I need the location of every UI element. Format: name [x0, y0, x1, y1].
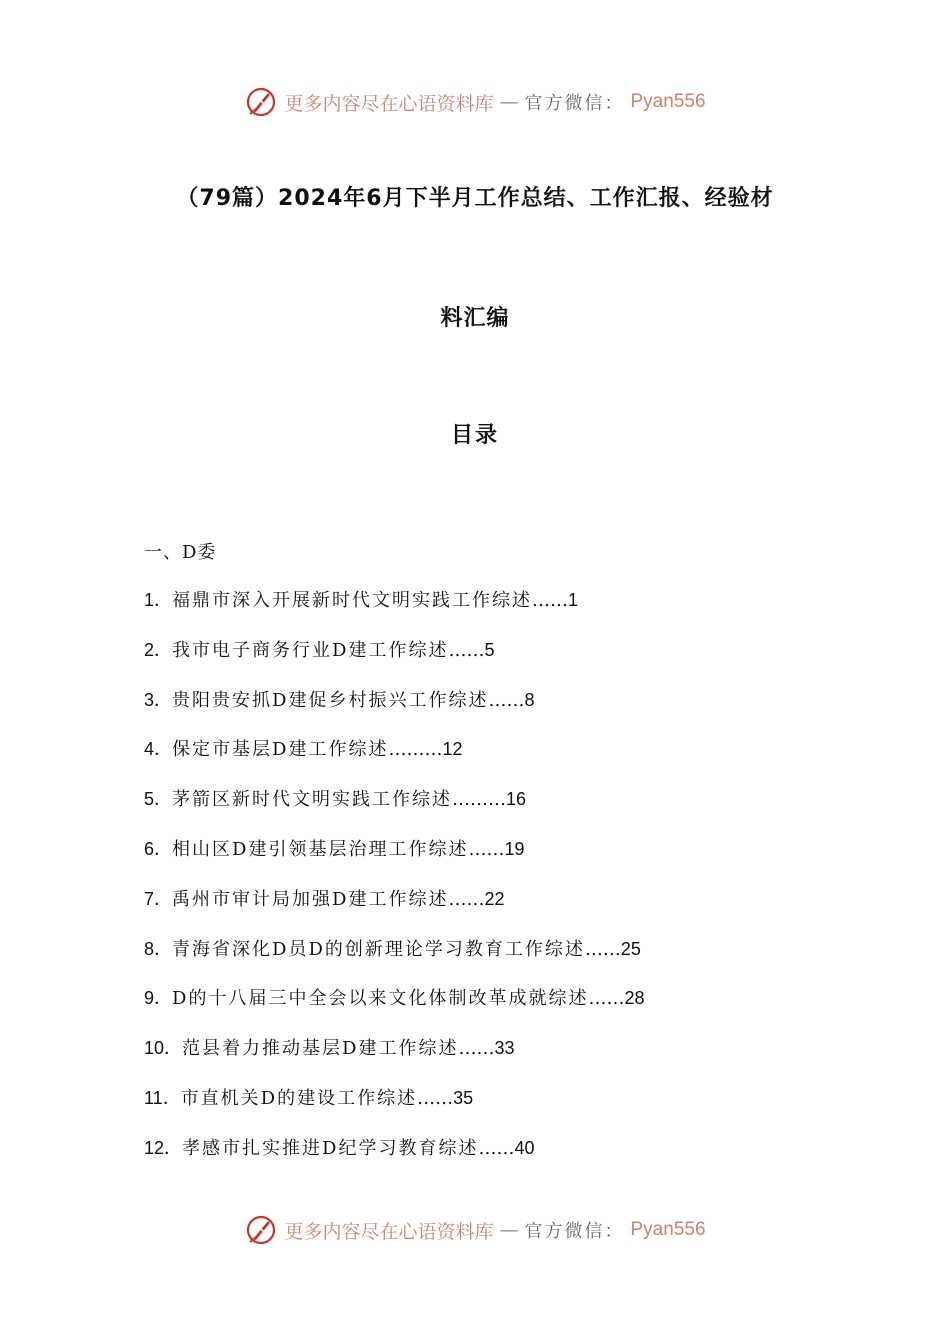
toc-heading: 目录: [450, 423, 499, 448]
watermark-separator: —: [499, 91, 519, 113]
toc-entry-separator: ．: [154, 689, 173, 711]
toc-list: [144, 586, 844, 1184]
toc-entry-number: 12: [144, 1137, 165, 1158]
toc-entry[interactable]: [144, 1034, 844, 1084]
toc-entry-leader: ……: [584, 938, 621, 960]
toc-entry-page: 8: [524, 689, 535, 710]
watermark-separator: —: [499, 1219, 519, 1241]
toc-entry[interactable]: [144, 885, 844, 935]
toc-entry-page: 22: [484, 888, 505, 909]
watermark-header: [0, 82, 950, 122]
quill-pen-icon: [244, 1213, 278, 1247]
toc-entry-leader: ………: [452, 789, 507, 811]
toc-entry-title: 我市电子商务行业D建工作综述: [172, 639, 449, 661]
toc-entry-number: 10: [144, 1038, 165, 1059]
toc-entry-page: 1: [568, 590, 579, 610]
toc-entry-number: 2: [144, 639, 155, 660]
toc-entry-page: 19: [504, 838, 525, 859]
toc-entry-separator: ．: [154, 590, 173, 611]
watermark-wechat-id: Pyan556: [630, 1219, 706, 1240]
watermark-wechat-label: 官方微信：: [524, 1221, 625, 1242]
toc-entry-page: 16: [506, 789, 527, 810]
toc-section-label: 一、D委: [144, 542, 217, 563]
toc-entry-leader: ……: [448, 639, 485, 661]
toc-entry[interactable]: [144, 984, 844, 1034]
watermark-footer: [0, 1210, 950, 1250]
toc-entry-separator: ．: [154, 789, 173, 811]
toc-entry-page: 25: [620, 938, 641, 959]
toc-entry-leader: ……: [417, 1087, 454, 1109]
toc-entry-page: 12: [442, 739, 463, 760]
toc-entry-number: 11: [144, 1087, 163, 1108]
toc-entry-separator: ．: [154, 639, 173, 661]
toc-entry-page: 35: [453, 1087, 474, 1108]
toc-entry-separator: ．: [154, 888, 173, 910]
watermark-brand: 更多内容尽在心语资料库: [284, 92, 494, 115]
toc-entry-title: 贵阳贵安抓D建促乡村振兴工作综述: [172, 689, 489, 711]
toc-entry[interactable]: [144, 935, 844, 985]
toc-entry-title: 保定市基层D建工作综述: [172, 739, 389, 761]
toc-entry-separator: ．: [154, 739, 173, 761]
quill-pen-icon: [244, 85, 278, 119]
toc-entry-leader: ……: [448, 888, 485, 910]
toc-entry-number: 1: [144, 590, 155, 610]
toc-entry-separator: ．: [154, 988, 173, 1010]
toc-entry-separator: ．: [154, 838, 173, 860]
toc-entry[interactable]: [144, 1084, 844, 1134]
toc-entry-separator: ．: [154, 938, 173, 960]
watermark-wechat-label: 官方微信：: [524, 93, 625, 114]
toc-entry[interactable]: [144, 636, 844, 686]
toc-entry-number: 7: [144, 888, 155, 909]
toc-entry-title: 相山区D建引领基层治理工作综述: [172, 838, 469, 860]
toc-entry[interactable]: [144, 785, 844, 835]
toc-entry-page: 33: [494, 1038, 515, 1059]
toc-entry-number: 5: [144, 789, 155, 810]
toc-entry[interactable]: [144, 1134, 844, 1184]
toc-entry-number: 4: [144, 739, 155, 760]
toc-entry-leader: ………: [388, 739, 443, 761]
toc-entry-title: 孝感市扎实推进D纪学习教育综述: [182, 1137, 479, 1159]
toc-entry-page: 28: [624, 988, 645, 1009]
toc-entry-title: D的十八届三中全会以来文化体制改革成就综述: [172, 988, 589, 1010]
toc-entry-title: 禹州市审计局加强D建工作综述: [172, 888, 449, 910]
toc-entry-title: 范县着力推动基层D建工作综述: [182, 1038, 459, 1060]
toc-entry-separator: ．: [164, 1137, 183, 1159]
toc-entry-page: 5: [484, 639, 495, 660]
toc-entry-leader: ……: [488, 689, 525, 711]
toc-entry[interactable]: [144, 586, 844, 636]
toc-entry-separator: ．: [162, 1087, 181, 1109]
toc-entry[interactable]: [144, 835, 844, 885]
toc-entry-title: 青海省深化D员D的创新理论学习教育工作综述: [172, 938, 585, 960]
toc-entry[interactable]: [144, 686, 844, 736]
toc-entry-separator: ．: [164, 1038, 183, 1060]
toc-entry-leader: ……: [468, 838, 505, 860]
toc-entry-number: 6: [144, 838, 155, 859]
watermark-brand: 更多内容尽在心语资料库: [284, 1220, 494, 1243]
toc-entry-leader: ……: [478, 1137, 515, 1159]
toc-entry-title: 福鼎市深入开展新时代文明实践工作综述: [172, 590, 533, 611]
document-title-line1: （79篇）2024年6月下半月工作总结、工作汇报、经验材: [176, 186, 774, 211]
toc-entry-leader: ……: [458, 1038, 495, 1060]
toc-entry-number: 3: [144, 689, 155, 710]
toc-entry-leader: ……: [532, 590, 569, 611]
toc-entry-number: 8: [144, 938, 155, 959]
toc-entry-title: 市直机关D的建设工作综述: [180, 1087, 418, 1109]
toc-entry-number: 9: [144, 988, 155, 1009]
document-title-line2: 料汇编: [440, 306, 510, 331]
toc-entry-page: 40: [514, 1137, 535, 1158]
toc-entry-title: 茅箭区新时代文明实践工作综述: [172, 789, 453, 811]
toc-entry-leader: ……: [588, 988, 625, 1010]
toc-entry[interactable]: [144, 735, 844, 785]
watermark-wechat-id: Pyan556: [630, 91, 706, 112]
